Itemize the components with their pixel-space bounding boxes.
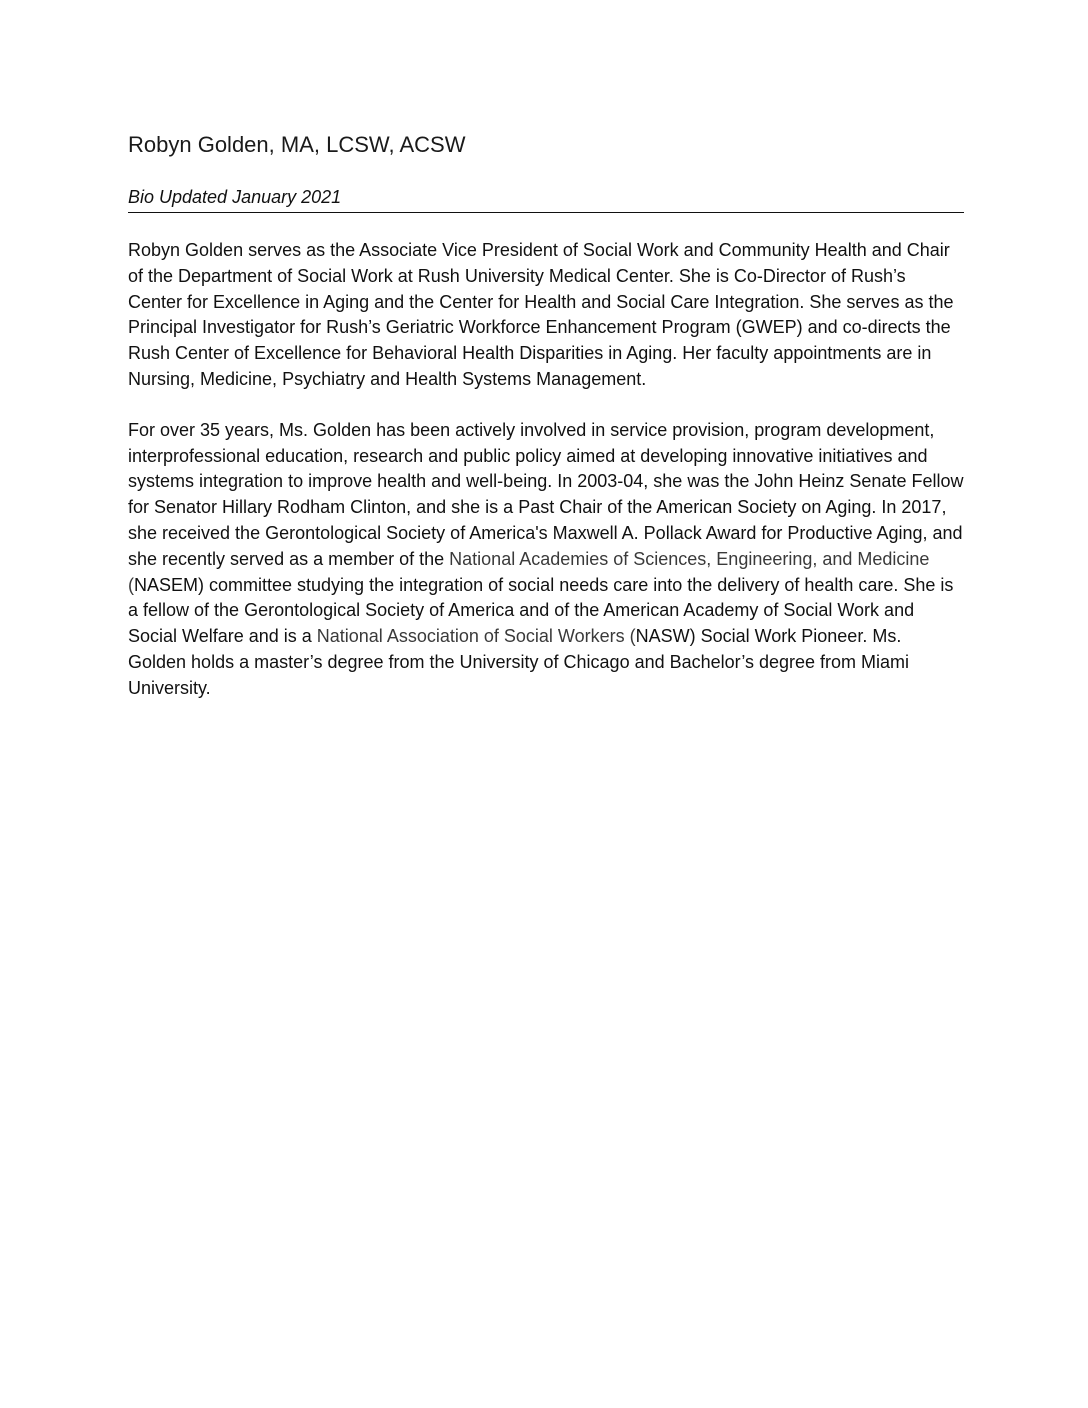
bio-updated-date: Bio Updated January 2021 xyxy=(128,184,964,213)
bio-paragraph-2 xyxy=(128,418,964,702)
paragraph-2-text-part-1: For over 35 years, Ms. Golden has been actively involved in service provision, program development, interprofessional education, research and public policy aimed at developing innovative initiatives and systems integration to improve health and well-being. In 2003-04, she was the John Heinz Senate Fellow for Senator Hillary Rodham Clinton, and she is a Past Chair of the American Society on Aging. In 2017, she received the Gerontological Society of America's Maxwell A. Pollack Award for Productive Aging, and she recently served as a member of the xyxy=(128,419,964,569)
bio-content xyxy=(128,130,964,702)
paragraph-2-text-part-2: NASEM) committee studying the integration of social needs care into the delivery of health care. She is a fellow of the Gerontological Society of America and of the American Academy of Social Work and Social Welfare and is a xyxy=(128,574,954,647)
person-name-heading: Robyn Golden, MA, LCSW, ACSW xyxy=(128,132,466,157)
bio-paragraph-1: Robyn Golden serves as the Associate Vice President of Social Work and Community Health and Chair of the Department of Social Work at Rush University Medical Center. She is Co-Director of Rush’s Center for Excellence in Aging and the Center for Health and Social Care Integration. She serves as the Principal Investigator for Rush’s Geriatric Workforce Enhancement Program (GWEP) and co-directs the Rush Center of Excellence for Behavioral Health Disparities in Aging. Her faculty appointments are in Nursing, Medicine, Psychiatry and Health Systems Management. xyxy=(128,240,954,389)
nasem-link[interactable]: National Academies of Sciences, Engineering, and Medicine ( xyxy=(128,548,930,595)
nasw-link[interactable]: National Association of Social Workers ( xyxy=(316,626,636,647)
paragraph-2-text-part-3: NASW) Social Work Pioneer. Ms. Golden holds a master’s degree from the University of Chicago and Bachelor’s degree from Miami University. xyxy=(128,626,910,698)
